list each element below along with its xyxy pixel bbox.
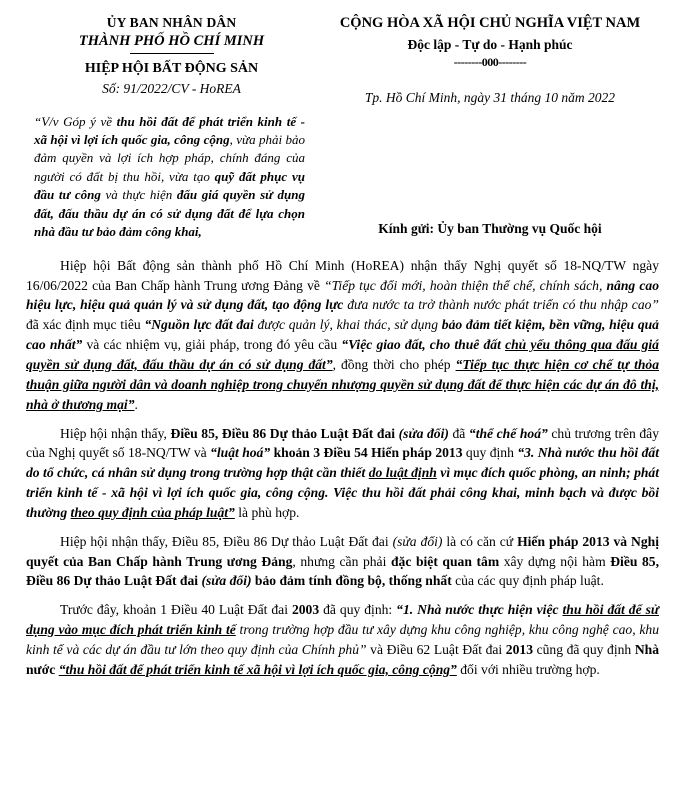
para-2-run-4: “thể chế hoá”: [468, 425, 548, 441]
para-1-run-0: Hiệp hội Bất động sản thành phố Hồ Chí Minh (HoREA) nhận thấy Nghị quyết số 18-NQ/TW ngày 16/06/2022 của Ban Chấp hành Trung ương Đảng về: [26, 257, 659, 293]
recipient-value: Ủy ban Thường vụ Quốc hội: [437, 220, 602, 236]
para-4-run-2: đã quy định:: [319, 602, 397, 618]
subject-prefix: “V/v Góp ý: [34, 113, 96, 129]
para-1-run-7: bảo đảm tiết kiệm, bền vững, hiệu quả cao nhất”: [26, 317, 659, 353]
para-3-run-3: Hiến pháp 2013 và Nghị quyết của Ban Chấp hành Trung ương Đảng: [26, 533, 659, 569]
subject-text-2: , vừa phải bảo đảm quyền và lợi ích hợp pháp, chính đáng của người có đất bị thu hồi, vừa tạo: [34, 132, 305, 184]
para-2-run-12: theo quy định của pháp luật”: [70, 504, 235, 520]
para-1-run-9: “Việc giao đất, cho thuê đất: [341, 337, 506, 353]
para-4-run-1: 2003: [291, 602, 320, 618]
para-4: [26, 600, 659, 679]
recipient-block: [319, 113, 661, 242]
para-1-run-6: được quản lý, khai thác, sử dụng: [253, 317, 442, 333]
para-3-run-2: là có căn cứ: [442, 533, 518, 549]
header-divider-left: [130, 53, 214, 54]
document-subject: [24, 113, 319, 242]
para-3-run-6: xây dựng nội hàm: [499, 553, 611, 569]
para-3-run-0: Hiệp hội nhận thấy, Điều 85, Điều 86 Dự thảo Luật Đất đai: [60, 533, 393, 549]
subject-bold-1: thu hồi đất để phát triển kinh tế - xã hội vì lợi ích quốc gia, công cộng: [34, 113, 305, 148]
para-3-run-10: của các quy định pháp luật.: [451, 573, 604, 589]
issuer-line-2: THÀNH PHỐ HỒ CHÍ MINH: [78, 32, 265, 49]
para-1-run-4: đã xác định mục tiêu: [26, 317, 145, 333]
subject-text-1: về: [95, 113, 117, 129]
para-4-run-4: thu hồi đất để sử dụng vào mục đích phát triển kinh tế: [26, 602, 660, 638]
para-3-run-4: , nhưng cần phải: [292, 553, 391, 569]
para-4-run-8: cũng đã quy định: [532, 641, 635, 657]
para-4-run-6: và Điều 62 Luật Đất đai: [366, 641, 506, 657]
para-1-run-8: và các nhiệm vụ, giải pháp, trong đó yêu cầu: [82, 337, 342, 353]
subject-text-3: và thực hiện: [100, 187, 177, 203]
subject-bold-3: đấu giá quyền sử dụng đất, đấu thầu dự án có sử dụng đất để lựa chọn nhà đầu tư bảo đảm công khai,: [34, 187, 306, 240]
para-2-run-2: (sửa đổi): [398, 425, 449, 441]
para-3-run-8: (sửa đổi): [201, 573, 252, 589]
para-1-run-11: thông qua đấu giá quyền sử dụng đất, đấu thầu dự án có sử dụng đất”: [26, 337, 659, 372]
header-issuing-authority: [24, 14, 319, 107]
para-4-run-9: Nhà nước: [26, 641, 659, 677]
para-4-run-0: Trước đây, khoản 1 Điều 40 Luật Đất đai: [60, 602, 292, 618]
document-body: [0, 242, 685, 680]
para-2-run-7: khoản 3 Điều 54 Hiến pháp 2013: [270, 445, 463, 461]
recipient-line: [378, 220, 601, 238]
para-4-run-11: đối với nhiều trường hợp.: [456, 661, 600, 677]
association-name: HIỆP HỘI BẤT ĐỘNG SẢN: [84, 60, 259, 76]
para-2-run-5: chủ trương trên đây của Nghị quyết số 18-NQ/TW và: [26, 425, 660, 461]
para-3-run-1: (sửa đổi): [392, 533, 443, 549]
document-header: [0, 0, 685, 107]
para-3-run-7: Điều 85, Điều 86 Dự thảo Luật Đất đai: [26, 553, 659, 589]
para-1-run-13: “Tiếp tục thực hiện cơ chế tự thỏa thuận giữa người dân và doanh nghiệp trong chuyển nhượng quyền sử dụng đất để thực hiện các dự án đô thị, nhà ở thương mại”: [26, 356, 660, 412]
para-2-run-8: quy định: [462, 445, 518, 461]
document-number: Số: 91/2022/CV - HoREA: [102, 81, 241, 97]
para-4-run-7: 2013: [505, 641, 533, 657]
para-2-run-9: “3. Nhà nước thu hồi đất do tổ chức, cá nhân sử dụng trong trường hợp thật cần thiết: [26, 445, 659, 481]
header-divider-right: --------000--------: [453, 54, 527, 69]
para-1: [26, 256, 659, 415]
para-1-run-1: “Tiếp tục đổi mới, hoàn thiện thể chế, chính sách,: [324, 277, 607, 293]
subject-and-recipient: [0, 107, 685, 242]
para-1-run-14: .: [134, 396, 138, 412]
para-4-run-3: “1. Nhà nước thực hiện việc: [396, 602, 563, 618]
para-1-run-10: chủ yếu: [505, 337, 551, 353]
para-3-run-9: bảo đảm tính đồng bộ, thống nhất: [251, 573, 452, 589]
para-1-run-2: nâng cao hiệu lực, hiệu quả quản lý và sử dụng đất, tạo động lực: [26, 277, 659, 313]
para-2-run-1: Điều 85, Điều 86 Dự thảo Luật Đất đai: [170, 425, 399, 441]
para-4-run-10: “thu hồi đất để phát triển kinh tế xã hội vì lợi ích quốc gia, công cộng”: [58, 661, 457, 677]
para-4-run-5: trong trường hợp đầu tư xây dựng khu công nghiệp, khu công nghệ cao, khu kinh tế và các dự án đầu tư lớn theo quy định của Chính phủ”: [26, 622, 659, 657]
para-1-run-5: “Nguồn lực đất đai: [144, 317, 254, 333]
para-2-run-11: vì mục đích quốc phòng, an ninh; phát triển kinh tế - xã hội vì lợi ích quốc gia, công cộng. Việc thu hồi đất phải công khai, minh bạch và được bồi thường: [26, 465, 660, 520]
para-3: [26, 532, 659, 592]
header-national-title: [319, 14, 661, 107]
para-2: [26, 424, 659, 523]
national-motto: Độc lập - Tự do - Hạnh phúc: [407, 37, 573, 53]
para-1-run-12: , đồng thời cho phép: [332, 356, 456, 372]
subject-bold-2: quỹ đất phục vụ đầu tư công: [34, 168, 305, 203]
para-2-run-13: là phù hợp.: [234, 504, 300, 520]
para-3-run-5: đặc biệt quan tâm: [390, 553, 500, 569]
para-2-run-0: Hiệp hội nhận thấy,: [60, 425, 171, 441]
para-1-run-3: đưa nước ta trở thành nước phát triển có thu nhập cao”: [343, 297, 659, 313]
para-2-run-6: “luật hoá”: [210, 445, 271, 461]
para-2-run-10: do luật định: [368, 465, 437, 481]
para-2-run-3: đã: [448, 425, 469, 441]
issuer-line-1: ỦY BAN NHÂN DÂN: [106, 15, 237, 30]
place-and-date: Tp. Hồ Chí Minh, ngày 31 tháng 10 năm 2022: [364, 89, 616, 105]
recipient-label: Kính gửi:: [378, 220, 435, 236]
national-name: CỘNG HÒA XÃ HỘI CHỦ NGHĨA VIỆT NAM: [339, 15, 641, 31]
